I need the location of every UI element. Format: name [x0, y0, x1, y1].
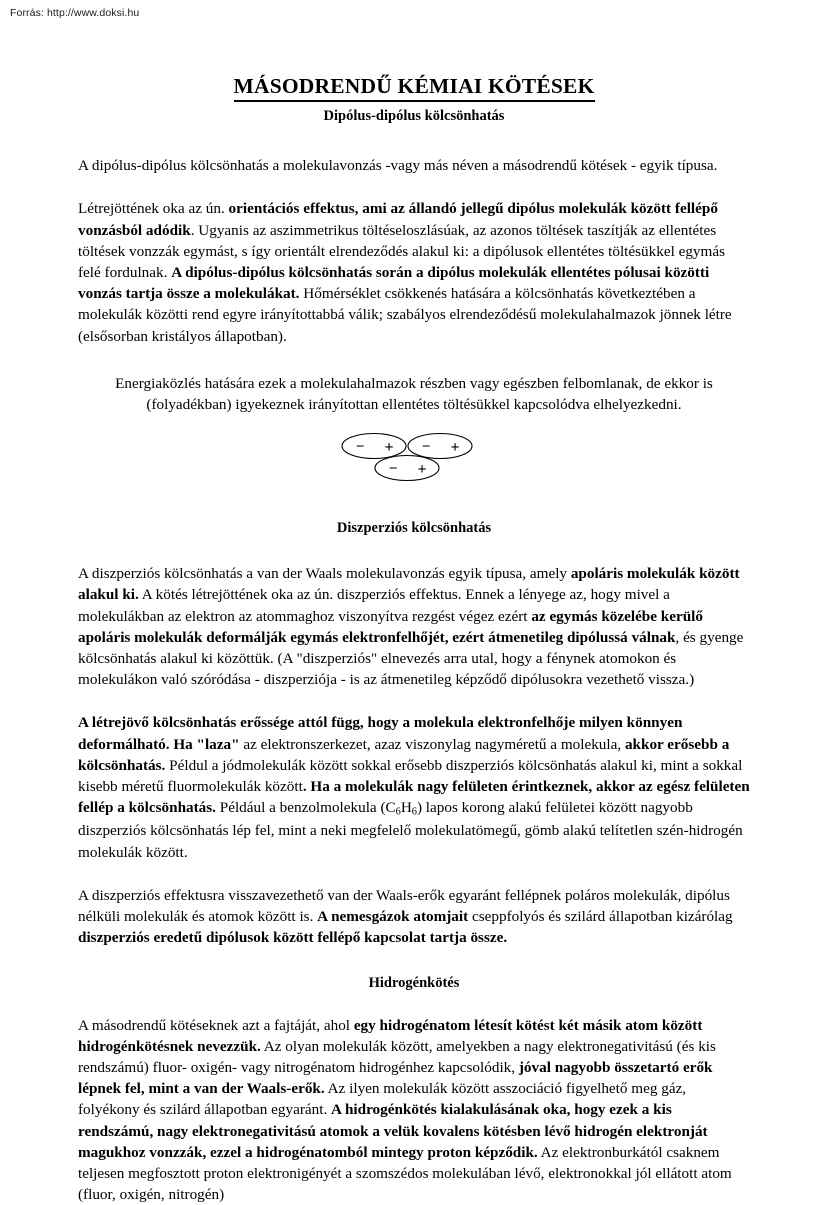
text-run-bold: diszperziós eredetű dipólusok között fellépő kapcsolat tartja össze.: [78, 929, 508, 947]
dipole-plus-top-left: +: [384, 439, 394, 457]
section-heading-hydrogen-bond: Hidrogénkötés: [368, 975, 460, 992]
text-run-bold: A hidrogénkötés kialakulásának oka, hogy ezek a kis rendszámú, nagy elektronegativitású atomok a velük kovalens kötésben lévő hidrogén elektronját magukhoz vonzzák, ezzel a hidrogénatomból mintegy proton képződik.: [78, 1101, 708, 1161]
dipole-ellipse-top-left: [342, 434, 406, 459]
text-run: cseppfolyós és szilárd állapotban kizárólag: [468, 908, 733, 925]
dipole-arrangement-diagram: [334, 429, 494, 485]
paragraph-dipole-energy: [78, 373, 750, 415]
dipole-ellipse-bottom-center: [375, 456, 439, 481]
text-run-bold: egy hidrogénatom létesít kötést két másik atom között hidrogénkötésnek nevezzük.: [78, 1016, 703, 1055]
source-url-label: Forrás: http://www.doksi.hu: [10, 7, 140, 19]
text-run-bold: akkor erősebb a kölcsönhatás.: [78, 735, 730, 774]
text-run-bold: jóval nagyobb összetartó erők lépnek fel, mint a van der Waals-erők.: [78, 1058, 713, 1098]
paragraph-hydrogen-1: [78, 1015, 750, 1205]
text-run: A diszperziós effektusra visszavezethető van der Waals-erők egyaránt fellépnek poláros molekulák, dipólus nélküli molekulák és atomok között is.: [78, 886, 730, 925]
benzene-subscript-hydrogen: 6: [411, 806, 417, 818]
figure-container: [78, 429, 750, 485]
text-run-bold: A dipólus-dipólus kölcsönhatás során a dipólus molekulák ellentétes pólusai közötti vonzás tartja össze a molekulákat.: [78, 263, 710, 303]
text-run-bold: az egymás közelébe kerülő apoláris molekulák deformálják egymás elektronfelhőjét, ezért átmenetileg dipólussá válnak: [78, 607, 703, 646]
document-body: [78, 0, 750, 1205]
text-run-bold: apoláris molekulák között alakul ki.: [78, 565, 740, 604]
text-run: . Ugyanis az aszimmetrikus töltéseloszlásúak, az azonos töltések taszítják az ellentétes töltések vonzzák egymást, s így orientált elrendeződés alakul ki: a dipólusok ellentétes töltésükkel egymás felé fordulnak.: [78, 221, 725, 281]
text-run: Például a benzolmolekula (C: [215, 799, 396, 817]
text-run-bold: orientációs effektus, ami az állandó jellegű dipólus molekulák között fellépő vonzásból adódik: [78, 200, 718, 239]
text-run: A diszperziós kölcsönhatás a van der Waals molekulavonzás egyik típusa, amely: [78, 565, 571, 583]
text-run-bold: A létrejövő kölcsönhatás erőssége attól függ, hogy a molekula elektronfelhője milyen könnyen deformálható. Ha "laza": [78, 714, 683, 753]
title-block: [78, 74, 750, 125]
section-heading-dispersion: Diszperziós kölcsönhatás: [336, 520, 492, 537]
text-run: A kötés létrejöttének oka az ún. diszperziós effektus. Ennek a lényege az, hogy mivel a molekulákban az elektron az atommaghoz viszonyítva rezgést végez ezért: [78, 586, 670, 625]
paragraph-dispersion-1: [78, 563, 750, 690]
text-run: A másodrendű kötéseknek azt a fajtáját, ahol: [78, 1016, 354, 1034]
text-run: , és gyenge kölcsönhatás alakul ki közöttük. (A "diszperziós" elnevezés arra utal, hogy a fénynek atomokon és molekulákon való szóródása - diszperziója - is az átmenetileg képződő dipólusokra vezethető vissza.): [78, 628, 744, 689]
text-run: Az ilyen molekulák között asszociáció figyelhető meg gáz, folyékony és szilárd állapotban egyaránt.: [78, 1080, 687, 1119]
paragraph-dispersion-2: [78, 712, 750, 862]
text-run: Példul a jódmolekulák között sokkal erősebb diszperziós kölcsönhatás alakul ki, mint a sokkal kisebb méretű fluormolekulák között: [78, 756, 743, 796]
text-run-bold: . Ha a molekulák nagy felületen érintkeznek, akkor az egész felületen fellép a kölcsönhatás.: [78, 778, 750, 817]
text-run: Az olyan molekulák között, amelyekben a nagy elektronegativitású (és kis rendszámú) fluor- oxigén- vagy nitrogénatom hidrogénhez kapcsolódik,: [78, 1037, 716, 1076]
paragraph-dipole-orientation: [78, 198, 750, 346]
text-run: Létrejöttének oka az ún.: [78, 200, 229, 218]
dipole-minus-top-left: −: [355, 439, 365, 456]
text-run: H: [400, 799, 412, 817]
paragraph-dipole-intro: [78, 155, 750, 176]
text-run: A dipólus-dipólus kölcsönhatás a molekulavonzás -vagy más néven a másodrendű kötések - egyik típusa.: [78, 157, 718, 175]
text-run: Hőmérséklet csökkenés hatására a kölcsönhatás következtében a molekulák közötti rend egyre irányítottabbá válik; szabályos elrendeződésű molekulahalmazok jönnek létre (elsősorban kristályos állapotban).: [78, 285, 732, 345]
dipole-minus-bottom-center: −: [388, 461, 398, 478]
text-run: az elektronszerkezet, azaz viszonylag nagyméretű a molekula,: [239, 735, 625, 753]
text-run-bold: A nemesgázok atomjait: [317, 908, 469, 925]
dipole-plus-bottom-center: +: [417, 461, 427, 479]
text-run: Energiaközlés hatására ezek a molekulahalmazok részben vagy egészben felbomlanak, de ekkor is (folyadékban) igyekeznek irányítottan ellentétes töltésükkel kapcsolódva elhelyezkedni.: [115, 374, 713, 413]
dipole-ellipse-top-right: [408, 434, 472, 459]
text-run: ) lapos korong alakú felületei között nagyobb diszperziós kölcsönhatás lép fel, mint a neki megfelelő molekulatömegű, gömb alakú telítetlen szén-hidrogén molekulák között.: [78, 799, 743, 861]
benzene-subscript-carbon: 6: [395, 806, 401, 818]
dipole-minus-top-right: −: [421, 439, 431, 456]
paragraph-dispersion-3: [78, 885, 750, 949]
dipole-plus-top-right: +: [450, 439, 460, 457]
page-subtitle: Dipólus-dipólus kölcsönhatás: [323, 107, 505, 124]
page-title: MÁSODRENDŰ KÉMIAI KÖTÉSEK: [234, 74, 595, 102]
text-run: Az elektronburkától csaknem teljesen megfosztott proton elektronigényét a szomszédos molekulában lévő, elektronokkal jól ellátott atom (fluor, oxigén, nitrogén): [78, 1143, 732, 1204]
